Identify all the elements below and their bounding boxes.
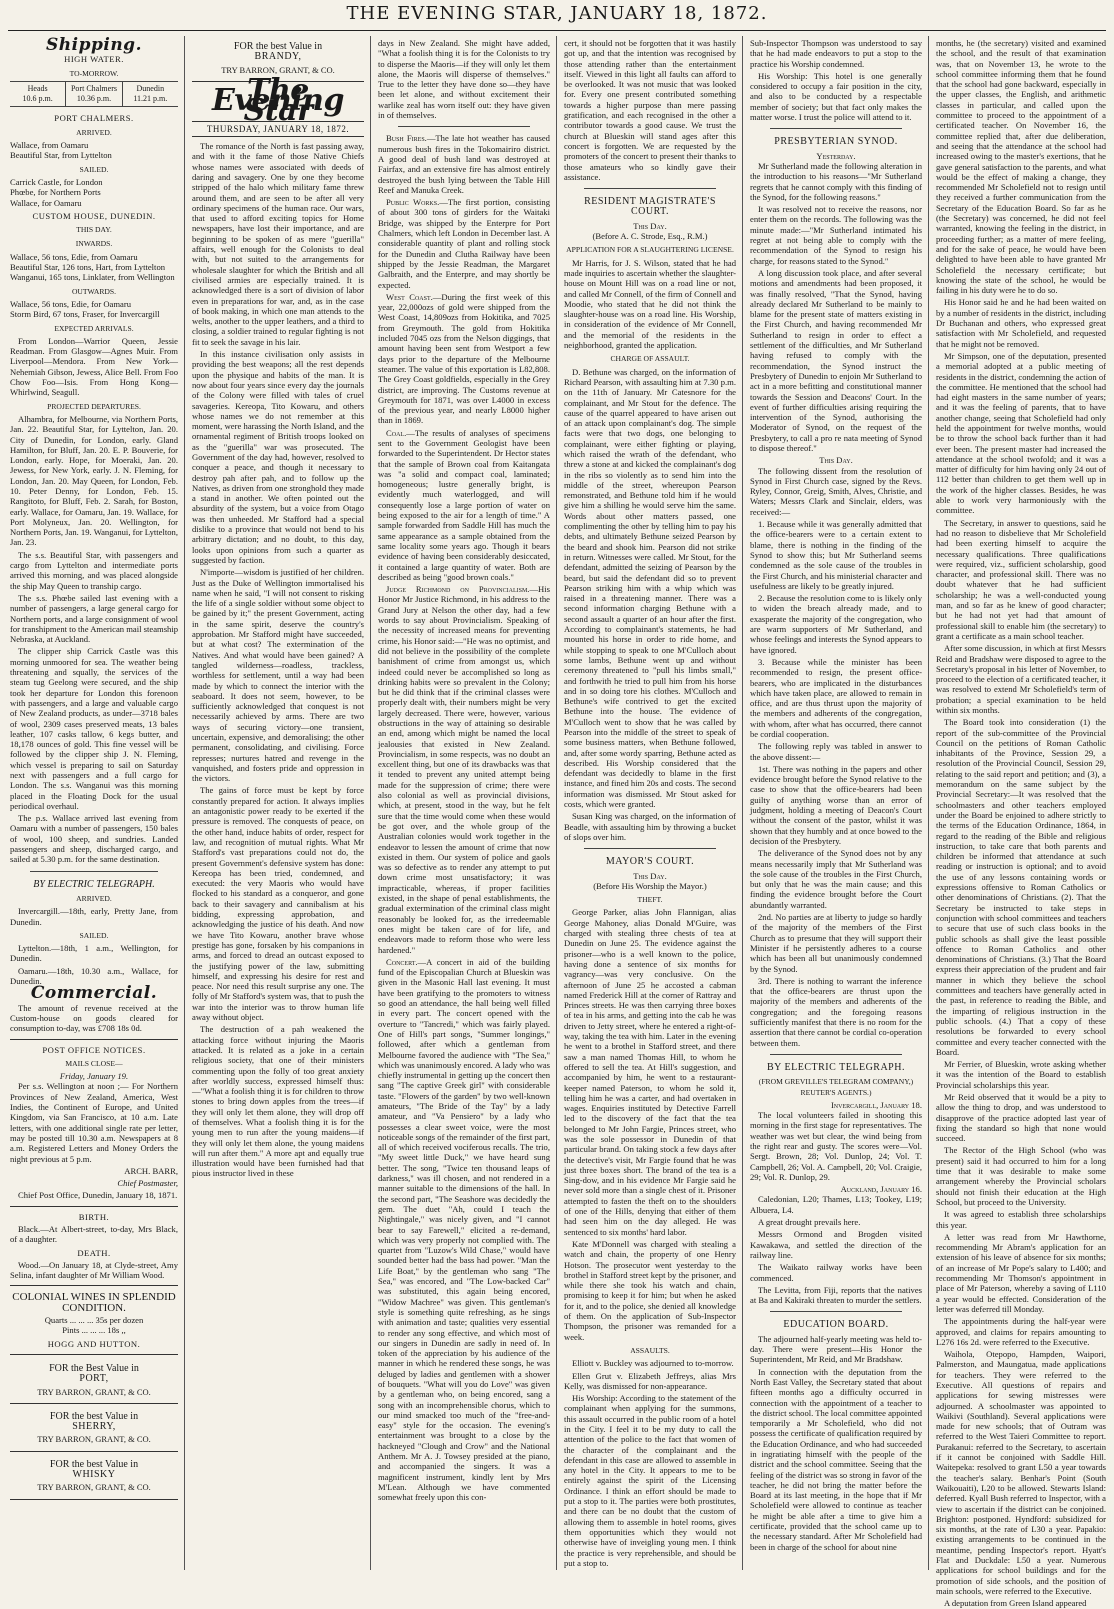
- tide-port-chalmers: Port Chalmers 10.36 p.m.: [66, 82, 122, 107]
- column-divider: [928, 36, 929, 1570]
- sailed-heading: SAILED.: [79, 164, 109, 174]
- tide-table: [10, 81, 178, 108]
- education-paragraph: Mr Reid observed that it would be a pity to allow the thing to drop, and was understood to disapprove of the practice adopted last year of fixing the standard so high that none would succeed.: [936, 1091, 1106, 1144]
- sherry-ad: FOR the best Value in SHERRY, TRY BARRON, GRANT, & CO.: [10, 1408, 178, 1452]
- column-1: [10, 35, 179, 1566]
- column-divider: [556, 36, 557, 1570]
- postmaster-name: ARCH. BARR,: [124, 1165, 178, 1176]
- tel-place: Invercargill, January 18.: [830, 1099, 922, 1110]
- newspaper-banner: The Evening Star: [212, 72, 344, 129]
- tel-arrived-heading: ARRIVED.: [76, 893, 112, 903]
- brandy-ad: FOR the best Value in BRANDY, TRY BARRON, GRANT, & CO.: [192, 38, 364, 82]
- education-paragraph: The Rector of the High School (who was present) said it had occurred to him for a long time that it was desirable to make some arrangement whereby the Provincial scholars should not finish their education at the High School, but proceed to the University.: [936, 1145, 1106, 1207]
- column-divider: [184, 36, 185, 1570]
- hogg-hutton: HOGG AND HUTTON.: [47, 1338, 141, 1349]
- education-paragraph: It was agreed to establish three scholarships this year.: [936, 1209, 1106, 1230]
- leader-continued: days in New Zealand. She might have added, "What a foolish thing it is for the Colonists to try to disperse the Maoris—if they will only let them alone, the Maoris will disperse of themselves." True to the letter they have done so—they have been let alone, and without excitement their warlike zeal has worn itself out: they have given in of themselves.: [378, 38, 550, 121]
- column-2: [192, 38, 364, 1566]
- education-paragraph: Mr Ferrier, of Blueskin, wrote asking whether it was the intention of the Board to establish Provincial scholarships this year.: [936, 1059, 1106, 1090]
- commercial-heading: Commercial.: [30, 983, 158, 1004]
- shipping-paragraph: The s.s. Phœbe sailed last evening with a number of passengers, a large general cargo for Northern ports, and a large consignment of wool for transhipment to the American mail steamship Nebraska, at Auckland.: [10, 592, 179, 645]
- divider: [10, 1285, 178, 1286]
- high-water-heading: HIGH WATER.: [64, 54, 124, 65]
- column-5: [750, 38, 922, 1566]
- commercial-text: The amount of revenue received at the Custom-house on goods cleared for consumption to-day, was £708 18s 0d.: [10, 1002, 178, 1034]
- this-day-label: THIS DAY.: [76, 225, 112, 235]
- post-office-heading: POST OFFICE NOTICES.: [42, 1044, 146, 1055]
- port-chalmers-heading: PORT CHALMERS.: [54, 113, 134, 124]
- tomorrow-label: TO-MORROW.: [69, 68, 119, 78]
- tel-sailed-heading: SAILED.: [79, 930, 109, 940]
- birth-text: Black.—At Albert-street, to-day, Mrs Black, of a daughter.: [10, 1223, 178, 1245]
- telegraph-heading-2: BY ELECTRIC TELEGRAPH.: [767, 1061, 905, 1073]
- telegraph-item: The Levitta, from Fiji, reports that the natives at Ba and Kakiraki threaten to murder the settlers.: [750, 1284, 922, 1306]
- education-board-heading: EDUCATION BOARD.: [783, 1319, 889, 1331]
- leader-paragraph: In this instance civilisation only assists in providing the best weapons; all the rest depends upon the physique and habits of the man. It is now about four years since every day the journals of the Colony were filled with tales of cruel savageries. Kereopa, Tito Kowaru, and others whose names we do not remember at this moment, were harassing the North Island, and the ornamental regiment of British troops looked on as the "guerilla" war was prosecuted. The Government of the day had, however, resolved to conquer a peace, and though it necessary to destroy pah after pah, and to follow up the Natives, as driven from one stronghold they made a stand in another. We often pointed out the absurdity of the system, but a voice from Otago was then unheeded. Mr Stafford had a special dislike to a province that would not bend to his arbitrary dictation; and no doubt, to this day, looks upon opinions from such a quarter as suggested by faction.: [192, 349, 364, 565]
- divider: [10, 1354, 178, 1355]
- divider: [398, 126, 530, 127]
- divider: [770, 1311, 902, 1312]
- synod-paragraph: 1. Because while it was generally admitted that the office-bearers were to a certain extent to blame, there is nothing in the finding of the Synod to show this; but Mr Sutherland seems condemned as the sole cause of the troubles in the First Church, and his ministerial character and usefulness are likely to be greatly injured.: [750, 519, 922, 591]
- wine-pints-price: Pints ... ... ... 18s ,,: [62, 1325, 126, 1336]
- education-paragraph: The Board took into consideration (1) the report of the sub-committee of the Provincial Council on the petitions of Roman Catholic inhabitants of the Province, Session 29, a resolution of the Provincial Council, Session 29, relating to the said report and petition; and (3), a memorandum on the same subject by the Provincial Secretary:—It was resolved that the schoolmasters and other teachers employed under the Board be enjoined to adhere strictly to the terms of the Education Ordinance, 1864, in regard to the reading of the Bible and religious instruction, to take care that both parents and children be informed that attendance at such reading or instruction is optional; and to avoid the use of any lessons containing words or expressions offensive to Roman Catholics or other denominations of Christians. (2). That the Secretary be instructed to take steps in conjunction with school committees and teachers to secure that use of such class books in the public schools as shall give the least possible offence to Roman Catholics and other denominations of Christians. (3.) That the Board express their appreciation of the prudent and fair manner in which they believe the school committees and teachers have generally acted in the past, in reference to reading the Bible, and the imparting of religious instruction in the public schools. (4.) That a copy of these resolutions be forwarded to every school committee and every teacher connected with the Board.: [936, 717, 1106, 1057]
- telegraph-item: Messrs Ormond and Brogden visited Kawakawa, and settled the direction of the railway line.: [750, 1229, 922, 1260]
- divider: [30, 871, 158, 872]
- wine-quarts-price: Quarts ... ... ... 35s per dozen: [44, 1315, 144, 1326]
- license-heading: APPLICATION FOR A SLAUGHTERING LICENSE.: [566, 245, 734, 255]
- education-paragraph: In connection with the deputation from the North East Valley, the Secretary stated that about fifteen months ago a difficulty occurred in connection with the appointment of a teacher to the district school. The local committee appointed temporarily a Mr Scholefield, who did not possess the certificate of qualification required by the Education Ordinance, and who had succeeded in ingratiating himself with the people of the district and the school committee. Seeing that the feeling of the district was so strong in favor of the teacher, he did not bring the matter before the Board at its last meeting, in the hope that if Mr Scholefield were allowed to continue as teacher he might be able after a time to give him a certificate, provided that the school came up to the necessary standard. After Mr Scholefield had been in charge of the school for about nine: [750, 1366, 922, 1552]
- education-continued: months, he (the secretary) visited and examined the school, and the result of that examination was, that on November 13, he wrote to the school committee informing them that he found that the school had gone backward, especially in the upper classes, the English, and arithmetic classes in particular, and called upon the committee to proceed to the appointment of a certificated teacher. On November 16, the committee replied that, after due deliberation, and seeing that the attendance at the school had increased owing to the master's exertions, that he gave general satisfaction to the parents, and what would be the effect of making a change, they recommended Mr Scholefield not to resign until they received a further communication from the Secretary of the Education Board. So far as he (the Secretary) was concerned, he did not feel warranted, knowing the feeling in the district, in proceeding further; as a matter of mere feeling, and for the sake of peace, he would have been delighted to have been able to have granted Mr Scholefield the necessary certificate; but knowing the state of the school, he would be failing in his duty were he to do so.: [936, 38, 1106, 296]
- news-item-public-works: Public Works.—The first portion, consisting of about 300 tons of girders for the Waitaki Bridge, was shipped by the Enterpre for Port Chalmers, which left London in December last. A considerable quantity of plant and rolling stock for the Dunedin and Clutha Railway have been shipped by the Jessie Readman, the Margaret Galbraith, and the Enterpre, and may shortly be expected.: [378, 197, 550, 290]
- synod-paragraph: The following reply was tabled in answer to the above dissent:—: [750, 741, 922, 762]
- synod-heading: PRESBYTERIAN SYNOD.: [774, 136, 898, 148]
- theft-text: George Parker, alias John Flannigan, alias George Mahoney, alias Donald M'Guire, was charged with stealing three chests of tea at Dunedin on June 25. The evidence against the prisoner—who is a well known to the police, having done a sentence of six months for vagrancy—was very conclusive. On the afternoon of June 25 he accosted a cabman named Frederick Hill at the corner of Rattray and Princes streets. He was then carrying three boxes of tea in his arms, and getting into the cab he was driven to Jetty street, where he entered a right-of-way, taking the tea with him. Later in the evening he went to a brothel in Stafford street, and there saw a man named Thomas Hill, to whom he offered to sell the tea. At Hill's suggestion, and accompanied by him, he went to a restaurant-keeper named Paterson, to whom he sold it, telling him he was a carter, and had overtaken in wages. Enquiries instituted by Detective Farrell led to the discovery of the fact that the tea belonged to Mr John Fargie, Princes street, who was the sole possessor in Dunedin of that particular brand. On taking stock a few days after the detective's visit, Mr Fargie found that he was just three boxes short. The brand of the tea is a Sing-dow, and in his evidence Mr Fargie said he never sold more than a single chest of it. Prisoner attempted to fasten the theft on to the shoulders of one of the Hills, denying that either of them had seen him on the day alleged. He was sentenced to six months' hard labor.: [564, 907, 736, 1237]
- news-item-bush-fires: Bush Fires.—The late hot weather has caused numerous bush fires in the Tokomairiro district. A good deal of bush land was destroyed at Fairfax, and an extensive fire has almost entirely destroyed the bush lying between the Table Hill Reef and Manuka Creek.: [378, 133, 550, 195]
- port-ad: FOR the Best Value in PORT, TRY BARRON, GRANT, & CO.: [10, 1360, 178, 1404]
- license-text: Mr Harris, for J. S. Wilson, stated that he had made inquiries to ascertain whether the slaughter-house on Mount Hill was on a road line or not, and called Mr Connell, of the firm of Connell and Moodie, who stated that he did not think the slaughter-house was on a road line. His Worship, in consideration of the evidence of Mr Connell, and the memorial of the residents in the neighborhood, granted the application.: [564, 257, 736, 351]
- postmaster-title: Chief Postmaster,: [117, 1178, 178, 1189]
- tel-place: Auckland, January 16.: [840, 1184, 922, 1195]
- shipping-heading: Shipping.: [46, 35, 142, 55]
- tel-arrived-text: Invercargill.—18th, early, Pretty Jane, from Dunedin.: [10, 906, 178, 927]
- divider: [584, 848, 716, 849]
- mails-close-label: MAILS CLOSE—: [65, 1058, 123, 1068]
- synod-paragraph: Mr Sutherland made the following alteration in the introduction to his reasons—"Mr Sutherland regrets that he cannot comply with this finding of the Synod, for the following reasons.": [750, 160, 922, 202]
- synod-paragraph: 2. Because the resolution come to is likely only to widen the breach already made, and to exasperate the majority of the congregation, who are warm supporters of Mr Sutherland, and whose feelings and interests the Synod appears to have ignored.: [750, 593, 922, 655]
- theft-heading: THEFT.: [637, 895, 663, 905]
- education-paragraph: The appointments during the half-year were approved, and claims for repairs amounting to L276 16s 2d. were referred to the Executive.: [936, 1316, 1106, 1347]
- column-4: [564, 38, 736, 1566]
- shipping-paragraph: The s.s. Beautiful Star, with passengers and cargo from Lyttelton and intermediate ports arrived this morning, and was placed alongside the ship May Queen to tranship cargo.: [10, 549, 178, 591]
- education-paragraph: After some discussion, in which at first Messrs Reid and Bradshaw were disposed to agree to the Secretary's proposal in his letter of November, to proceed to the election of a certificated teacher, it was resolved to extend Mr Scholefield's term of probation; a special examination to be held within six months.: [936, 643, 1106, 715]
- wine-ad-title: COLONIAL WINES IN SPLENDID CONDITION.: [12, 1291, 176, 1314]
- tide-dunedin: Dunedin 11.21 p.m.: [133, 83, 168, 104]
- leader-paragraph: The gains of force must be kept by force constantly prepared for action. It always implies an antagonistic power ready to be exerted if the pressure is removed. The conquests of peace, on the other hand, induce habits of order, respect for law, and recognition of mutual rights. What Mr Stafford's vast preparations could not do, the present Government's defensive system has done: Kereopa has been tried, condemned, and executed: the very Maoris who would have flocked to his standard as a conqueror, and gone back to their savagery and cannibalism at his bidding, expressing approbation, and acknowledging the justice of his death. And now we have Tito Kowaru, another brave whose prestige has gone, forsaken by his companions in arms, and forced to dread an outcast exposed to the justifying power of the law, submitting himself, and expressing his desire for rest and peace. Nor need this result surprise any one. The folly of Mr Stafford's system was, that to push the war into the interior was to throw human life away without object.: [192, 785, 364, 1023]
- synod-paragraph: The deliverance of the Synod does not by any means necessarily imply that Mr Sutherland was the sole cause of the troubles in the First Church, but only that he was the main cause; and this finding the evidence brought before the Court abundantly warranted.: [750, 848, 922, 910]
- telegraph-item: The local volunteers failed in shooting this morning in the first stage for representatives. The weather was wet but clear, the wind being from the right rear and gusty. The scores were—Vol. Sergt. Brown, 28; Vol. Dunlop, 24; Vol. T. Campbell, 26; Vol. A. Campbell, 20; Vol. Craigie, 29; Vol. R. Dunlop, 29.: [750, 1110, 922, 1182]
- custom-house-heading: CUSTOM HOUSE, DUNEDIN.: [32, 210, 156, 221]
- education-paragraph: A deputation from Green Island appeared: [944, 1598, 1087, 1609]
- divider: [770, 1054, 902, 1055]
- shipping-paragraph: The clipper ship Carrick Castle was this morning unmoored for sea. The weather being threatening and squally, the services of the steam tug Geelong were secured, and the ship took her departure for London this forenoon with passengers, and a large and valuable cargo of New Zealand products, as under—3718 bales of wool, 2309 cases preserved meats, 13 bales leather, 107 casks tallow, 6 kegs butter, and 18,178 ounces of gold. This fine vessel will be followed by the clipper ship J. N. Fleming, which vessel is preparing to sail on Saturday next with passengers and a full cargo for London. The s.s. Wanganui was this morning placed in the Floating Dock for the usual periodical overhaul.: [10, 646, 178, 811]
- death-text: Wood.—On January 18, at Clyde-street, Amy Selina, infant daughter of Mr William Wood.: [10, 1259, 178, 1281]
- divider: [584, 188, 716, 189]
- rm-day: This Day.: [633, 220, 667, 231]
- synod-paragraph: It was resolved not to receive the reasons, nor enter them on the records. The following was the minute made:—"Mr Sutherland intimated his regret at not being able to comply with the recommendation of the Synod to resign his charge, for reasons stated to the Synod.": [750, 204, 922, 266]
- telegraph-item: A great drought prevails here.: [758, 1217, 861, 1228]
- news-item-coal: Coal.—The results of analyses of specimens sent to the Government Geologist have been forwarded to the Superintendent. Dr Hector states that the sample of Brown coal from Kaitangata was "a solid and compact coal, laminated; homogeneous; lustre generally bright, is evidently much waterlogged, and will consequently lose a large portion of water on being exposed to the air for a length of time." A sample forwarded from Saddle Hill has much the same appearance as a sample obtained from the same locality some years ago. Though it bears evidence of having been considerably desiccated, it contained a large quantity of water. Both are described as being "good brown coals.": [378, 427, 550, 582]
- divider: [770, 128, 902, 129]
- assaults-text: Ellen Grut v. Elizabeth Jeffreys, alias Mrs Kelly, was dismissed for non-appearance.: [564, 1370, 736, 1391]
- mayors-court-heading: MAYOR'S COURT.: [605, 856, 695, 868]
- expected-arrivals-heading: EXPECTED ARRIVALS.: [54, 323, 134, 333]
- death-heading: DEATH.: [77, 1247, 111, 1258]
- column-3: [378, 38, 550, 1566]
- masthead-rule: [8, 30, 1106, 31]
- divider: [10, 1039, 178, 1040]
- whisky-ad: FOR the best Value in WHISKY TRY BARRON, GRANT, & CO.: [10, 1456, 178, 1500]
- tel-sailed-text: Lyttelton.—18th, 1 a.m., Wellington, for Dunedin.: [10, 943, 178, 964]
- education-paragraph: The Secretary, in answer to questions, said he had no reason to disbelieve that Mr Scholefield had been exerting himself to acquire the necessary qualifications. Three qualifications were required, viz., sufficient scholarship, good character, and professional skill. There was no doubt whatever that he had sufficient scholarship; he was a well-conducted young man, and so far as he knew of good character; but he had not yet had that amount of professional skill to enable him (the secretary) to grant a certificate as a main school teacher.: [936, 517, 1106, 641]
- arrived-heading: ARRIVED.: [76, 127, 112, 137]
- telegraph-heading: BY ELECTRIC TELEGRAPH.: [33, 878, 155, 890]
- assault-text-2: Susan King was charged, on the information of Beadle, with assaulting him by throwing a bucket of slops over him.: [564, 811, 736, 842]
- leader-paragraph: The romance of the North is fast passing away, and with it the fame of those Native Chiefs whose names were associated with deeds of daring and savagery. One by one they become stripped of the halo which military fame threw around them, and are seen to be after all very ordinary specimens of the human race. Our wars, that used to afford exciting topics for Home newspapers, have lost their importance, and are beginning to be spoken of as mere "guerilla" affairs, well enough for the Colonists to deal with, but not suited to the arrangements for wholesale slaughter for which the British and all civilised armies are especially trained. It is acknowledged there is a sort of division of labor even in preparations for war, and, as in the case of book making, in which one man attends to the welts, another to the upper leathers, and a third to closing, a soldier trained to regular fighting is not fit to seek the savage in his lair.: [192, 141, 364, 347]
- arrived-list: Wallace, from Oamaru Beautiful Star, from Lyttelton: [10, 140, 112, 161]
- tel-sailed-text: Oamaru.—18th, 10.30 a.m., Wallace, for Dunedin.: [10, 965, 178, 987]
- inwards-heading: INWARDS.: [75, 239, 113, 249]
- column-divider: [370, 36, 371, 1570]
- resident-magistrate-heading: RESIDENT MAGISTRATE'S COURT.: [584, 196, 716, 218]
- tide-heads: Heads 10.6 p.m.: [10, 82, 66, 107]
- assaults-heading: ASSAULTS.: [630, 1345, 670, 1355]
- synod-paragraph: 3rd. There is nothing to warrant the inference that the office-bearers are thrust upon the majority of the members and adherents of the congregation; and the foregoing reasons sufficiently manifest that there is no room for the assertion that there cannot be cordial co-operation between them.: [750, 975, 922, 1048]
- court-continued: His Worship: This hotel is one generally considered to occupy a fair position in the city, and also to be conducted by a respectable member of society; but that fact only makes the matter worse. I trust the police will attend to it.: [750, 70, 922, 123]
- mails-text: Per s.s. Wellington at noon ;— For Northern Provinces of New Zealand, America, West Indies, the Continent of Europe, and United Kingdom, via San Francisco, at 10 a.m. Late letters, with one additional single rate per letter, may be posted till 10.30 a.m. Newspapers at 8 a.m. Registered Letters and Money Orders the night previous at 5 p.m.: [10, 1081, 178, 1164]
- divider: [10, 1206, 178, 1207]
- projected-departures-list: Alhambra, for Melbourne, via Northern Ports, Jan. 22. Beautiful Star, for Lyttelton, Jan. 20. City of Dunedin, for London, early. Gland Hamilton, for Bluff, Jan. 20. E. P. Bouverie, for London, early. Hope, for Moeraki, Jan. 20. Jewess, for New York, early. J. N. Fleming, for London, Jan. 20. May Queen, for London, Feb. 10. Peter Denny, for London, Feb. 15. Rangitoto, for Bluff, Feb. 2. Sarah, for Boston, early. Wallace, for Oamaru, Jan. 19. Wallace, for Port Molyneux, Jan. 20. Wellington, for Northern Ports, Jan. 19. Wanganui, for Lyttelton, Jan. 23.: [10, 413, 178, 548]
- column-divider: [742, 36, 743, 1570]
- synod-paragraph: 2nd. No parties are at liberty to judge so hardly of the majority of the members of the First Church as to presume that they will support their Minister if he persistently adheres to a course which has been all but unanimously condemned by the Synod.: [750, 912, 922, 974]
- mayor-day: This Day.: [633, 870, 667, 881]
- outwards-heading: OUTWARDS.: [71, 286, 117, 296]
- telegraph-source: (FROM GREVILLE'S TELEGRAM COMPANY,) REUTER'S AGENTS.): [758, 1077, 914, 1097]
- dateline: THURSDAY, JANUARY 18, 1872.: [192, 121, 364, 137]
- synod-paragraph: A long discussion took place, and after several motions and amendments had been proposed, it was finally resolved, "That the Synod, having already declared Mr Sutherland to be mainly to blame for the present state of matters existing in the First Church, and having recommended Mr Sutherland to resign in order to effect a settlement of the difficulties, and Mr Sutherland having refused to comply with the recommendation, the Synod instruct the Presbytery of Dunedin to enjoin Mr Sutherland to act in a more befitting and constitutional manner towards the Session and Deacons' Court. In the event of further difficulties arising requiring the intervention of the Synod, authorising the Moderator of Synod, on the request of the Presbytery, to call a pro re nata meeting of Synod to dispose thereof.": [750, 267, 922, 453]
- assault-text: D. Bethune was charged, on the information of Richard Pearson, with assaulting him at 7.30 p.m. on the 11th of January. Mr Catesnore for the complainant, and Mr Stout for the defence. The cause of the quarrel appeared to have arisen out of an attack upon complainant's dog. The simple facts were that two dogs, one belonging to complainant, were either fighting or playing, which raised the wrath of the defendant, who threw a stone at and kicked the complainant's dog in the ribs so violently as to send him into the middle of the street, whereupon Pearson remonstrated, and Bethune told him if he would give him a shilling he would serve him the same. Words about other matters passed, one complimenting the other by telling him to pay his debts, and ultimately Bethune seized Pearson by the beard and shook him. Pearson did not strike in return. Witnesses were called. Mr Stout, for the defendant, admitted the seizing of Pearson by the beard, but said the defendant did so to prevent Pearson striking him with a whip which was raised in a threatening manner. There was a second information charging Bethune with a second assault a quarter of an hour after the first. According to complainant's statements, he had mounted his horse in order to ride home, and while stopping to speak to one M'Culloch about some lambs, Bethune went up and without ceremony threatened to "pull his limbs small," and forthwith he tried to pull him from his horse and in so doing tore his clothes. M'Culloch and Bethune's wife contrived to get the excited Bethune into the house. The evidence of M'Culloch went to show that he was called by Pearson into the middle of the street to speak of some business matters, when Bethune followed, and, after some wordy sparring, Bethune acted as described. His Worship considered that the defendant was decidedly to blame in the first instance, and fined him 20s and costs. The second information was dismissed. Mr Stout asked for costs, which were granted.: [564, 366, 736, 810]
- synod-paragraph: 3. Because while the minister has been recommended to resign, the present office-bearers, who are implicated in the disturbances which have taken place, are allowed to remain in office, and are thus thrust upon the majority of the members and adherents of the congregation, with whom, after what has occurred, there cannot be cordial cooperation.: [750, 656, 922, 739]
- telegraph-item: The Waikato railway works have been commenced.: [750, 1262, 922, 1283]
- assault-heading: CHARGE OF ASSAULT.: [610, 354, 690, 364]
- mayor-before: (Before His Worship the Mayor.): [593, 880, 707, 891]
- projected-departures-heading: PROJECTED DEPARTURES.: [47, 401, 141, 411]
- column-6: [936, 38, 1106, 1609]
- education-paragraph: Mr Simpson, one of the deputation, presented a memorial adopted at a public meeting of residents in the district, condemning the action of the committee. He mentioned that the school had had eight masters in the same number of years; and it was the feeling of parents, that to have another change, seeing that Scholefield had only held the appointment for twelve months, would be to throw the school back further than it had ever been. The present master had increased the attendance at the school twofold; and it was a matter of difficulty for him having only 24 out of 112 better than children to get them well up in the work of the higher classes. Besides, he was able to work very harmoniously with the committee.: [936, 350, 1106, 516]
- education-paragraph: The adjourned half-yearly meeting was held to-day. There were present—His Honor the Superintendent, Mr Reid, and Mr Bradshaw.: [750, 1333, 922, 1365]
- synod-paragraph: The following dissent from the resolution of Synod in First Church case, signed by the Revs. Ryley, Connor, Greig, Smith, Alves, Christie, and Waters; Messrs Clark and Sinclair, elders, was received:—: [750, 465, 922, 517]
- post-office-date: Chief Post Office, Dunedin, January 18, 1871.: [18, 1190, 178, 1201]
- masthead-title: THE EVENING STAR, JANUARY 18, 1872.: [346, 3, 768, 24]
- leader-paragraph: N'importe—wisdom is justified of her children. Just as the Duke of Wellington immortalised his name when he said, "I will not consent to risking the life of a single soldier without some object to be gained by it;" the present Government, acting in the same spirit, deserve the country's approbation. Mr Stafford might have succeeded, but at what cost? The extermination of the Natives. And what would have been gained? A tangled wilderness—roadless, trackless, worthless for settlement, until a way had been made by which to connect the interior with the seaboard. It does not seem, however, to be sufficiently acknowledged that conquest is not necessarily achieved by arms. There are two ways of securing victory—one transient, uncertain, expensive, and demoralising; the other permanent, consolidating, and civilising. Force represses; nurtures hatred and revenge in the vanquished, and fosters pride and oppression in the victors.: [192, 567, 364, 784]
- shipping-paragraph: The p.s. Wallace arrived last evening from Oamaru with a number of passengers, 150 bales of wool, 100 sheep, and sundries. Landed passengers and sheep, discharged cargo, and sailed at 5.30 p.m. for the same destination.: [10, 813, 178, 865]
- worship-text: His Worship: According to the statement of the complainant when applying for the summons, this assault occurred in the public room of a hotel in the City. I feel it to be my duty to call the attention of the police to the fact that women of the character of the complainant and the defendant in this case are allowed to assemble in any hotel in the City. It appears to me to be entirely against the spirit of the Licensing Ordinance. I think an effort should be made to put a stop to it. The parties were both prostitutes, and there can be no doubt that the custom of allowing them to assemble in hotel rooms, gives them opportunities which they would not otherwise have of inveigling young men. I think the practice is very reprehensible, and should be put a stop to.: [564, 1393, 736, 1568]
- masthead: [0, 0, 1114, 28]
- education-paragraph: A letter was read from Mr Hawthorne, recommending Mr Abram's application for an extension of his leave of absence for six months; of an increase of Mr Pope's salary to L400; and recommending Mr Thomson's appointment in place of Mr Paterson, whereby a saving of L110 a year would be effected. Consideration of the letter was deferred till Monday.: [936, 1231, 1106, 1314]
- synod-yesterday: Yesterday.: [816, 150, 856, 161]
- birth-heading: BIRTH.: [78, 1211, 110, 1222]
- sailed-list: Carrick Castle, for London Phœbe, for Northern Ports Wallace, for Oamaru: [10, 176, 103, 208]
- synod-paragraph: 1st. There was nothing in the papers and other evidence brought before the Synod relative to the case to show that the office-bearers had been guilty of anything worse than an error of judgment, holding a meeting of Deacon's Court without the consent of the pastor, whilst it was shown that they humbly and at once bowed to the decision of the Presbytery.: [750, 763, 922, 846]
- assaults-text: Elliott v. Buckley was adjourned to to-morrow.: [572, 1358, 734, 1369]
- rm-before: (Before A. C. Strode, Esq., R.M.): [592, 231, 708, 242]
- kate-text: Kate M'Donnell was charged with stealing a watch and chain, the property of one Henry Hotson. The prosecutor went yesterday to the brothel in Stafford street kept by the prisoner, and while there she took his watch and chain, promising to keep it for him; but when he asked for it, and to the police, she denied all knowledge of them. On the application of Sub-Inspector Thompson, the prisoner was remanded for a week.: [564, 1238, 736, 1342]
- inwards-list: Wallace, 56 tons, Edie, from Oamaru Beautiful Star, 126 tons, Hart, from Lyttelton Wanganui, 165 tons, Linklater, from Wellington: [10, 251, 175, 283]
- telegraph-item: Caledonian, L20; Thames, L13; Tookey, L19; Albuera, L4.: [750, 1194, 922, 1215]
- education-paragraph: Waihola, Otepopo, Hampden, Waipori, Palmerston, and Maungatua, made applications for teachers. They were referred to the Executive. All questions of repairs and applications for sewing mistresses were adjourned. A schoolmaster was appointed to Waikivi (Southland). Several applications were made for new schools; that of Outram was referred to the West Taieri Committee to report. Purakanui: referred to the Secretary, to ascertain if it cannot be conjoined with Saddle Hill. Waitepeka: resolved to grant L50 a year towards the teacher's salary. Benhar's Point (South Waikouaiti), L20 to be allowed. Stewarts Island: deferred. Kyall Bush referred to Inspector, with a view to ascertain if the district can be conjoined. Brighton: postponed. Hyndford: subsidized for six months, at the rate of L30 a year. Papakio: existing arrangements to be continued in the meantime, pending Inspector's report. Hyatt's Flat and Duckdale: L50 a year. Numerous applications for school buildings and for the promotion of side schools, and the position of main schools, were referred to the Executive.: [936, 1349, 1106, 1596]
- expected-arrivals-list: From London—Warrior Queen, Jessie Readman. From Glasgow—Agnes Muir. From Liverpool—Mendora. From New York—Nehemiah Gibson, Jewess, Alice Bell. From Foo Chow Foo—Isis. From Hong Kong—Whirlwind, Seagull.: [10, 335, 178, 398]
- education-paragraph: His Honor said he and he had been waited on by a number of residents in the district, including Dr Buchanan and others, who expressed great satisfaction with Mr Scholefield, and requested that he might not be removed.: [936, 297, 1106, 349]
- outwards-list: Wallace, 56 tons, Edie, for Oamaru Storm Bird, 67 tons, Fraser, for Invercargill: [10, 298, 160, 320]
- news-item-judge-richmond: Judge Richmond on Provincialism.—His Honor Mr Justice Richmond, in his address to the Grand Jury at Nelson the other day, had a few words to say about Provincialism. Speaking of the necessity of increased means for preventing crime, his Honor said:—"He was no optimist, and did not believe in the possibility of the complete banishment of crime from amongst us, which indeed could never be accomplished so long as drinking habits were so prevalent in the Colony; but he did think that if the criminal classes were properly dealt with, their numbers might be very largely decreased. There were, however, various obstructions in the way of attaining so desirable an end, among which might be named the local jealousies that existed in New Zealand. Provincialism, in some respects, was no doubt an excellent thing, but one of its drawbacks was that it tended to prevent any united attempt being made for the suppression of crime; there were also colonial as well as provincial divisions, which, at present, stood in the way, but he felt sure that the time would come when these would be got over, and the whole group of the Australian colonies would work together in the endeavor to lessen the amount of crime that now existed in them. Our system of police and gaols was so defective as to render any attempt to put down crime most unsatisfactory; it was impracticable, whereas, if proper facilities existed, in the shape of penal establishments, the gradual extermination of the criminal class might reasonably be looked for, as the irredeemable ones might be taken care of for life, and endeavors made to reform those who were less hardened.": [378, 584, 550, 955]
- news-item-concert: Concert.—A concert in aid of the building fund of the Episcopalian Church at Blueskin was given in the Masonic Hall last evening. It must have been gratifying to the promoters to witness so good an attendance, the hall being well filled in every part. The concert opened with the overture to "Tancredi," which was fairly played. One of Hill's part songs, "Summer longings," followed, after which a gentleman from Melbourne favored the audience with "The Sea," which was unanimously encored. A lady who was chiefly instrumental in getting up the concert then sang "The captive Greek girl" with considerable taste. "Flowers of the garden" by two well-known amateurs, "The Bride of the Tay" by a lady amateur, and "Va Pensiero" by a lady who possesses a clear sweet voice, were the most noticeable songs of the remainder of the first part, all of which received vociferous recalls. The trio, "My sweet little Duck," we have heard sung better. The song, "Twice ten thousand leaps of darkness," was ill chosen, and not rendered in a manner suitable to the dimensions of the hall. In the second part, "The Seashore was decidedly the gem. The duet "Ah, could I teach the Nightingale," was nicely given, and "I cannot bear to say Farewell," elicited a re-demand, which was very properly not complied with. The quartet from "Luzow's Wild Chase," would have sounded better had the bass had power. "Man the Life Boat," by the gentleman who sang "The Sea," was encored, and "The Low-backed Car" was substituted, this again being encored, "Widow Machree" was given. This gentleman's style is something quite refreshing, as he sings with animation and taste; qualities very essential to render any song effective, and which most of our singers in Dunedin are sadly in need of. In token of the appreciation by his audience of the manner in which he rendered these songs, he was deluged by ladies and gentlemen with a shower of bouquets. "What will you do Love" was given by a gentleman who, on being encored, sang a song with an incomprehensible chorus, which to our mind smacked too much of the "free-and-easy" style for the occasion. The evening's entertainment was brought to a close by the hackneyed "Clough and Crow" and the National Anthem. Mr A. J. Towsey presided at the piano, and accompanied the singers. It was a magnificent instrument, kindly lent by Mrs M'Lean. Although we have commented somewhat freely upon this con-: [378, 956, 550, 1503]
- mails-day: Friday, January 19.: [59, 1071, 129, 1082]
- news-item-west-coast: West Coast.—During the first week of this year, 22,000ozs of gold were shipped from the West Coast, 14,809ozs from Hokitika, and 7025 from Greymouth. The gold from Hokitika included 7045 ozs from the Nelson diggings, that amount having been sent from Westport a few days prior to the departure of the Melbourne steamer. The value of this exportation is L82,808. The Grey Coast goldfields, especially in the Grey district, are improving. The Customs revenue at Greymouth for 1871, was over L4000 in excess of the previous year, and nearly L8000 higher than in 1869.: [378, 291, 550, 426]
- court-continued: Sub-Inspector Thompson was understood to say that he had made endeavors to put a stop to the practice his Worship condemned.: [750, 38, 922, 69]
- synod-this-day: This Day.: [819, 455, 853, 466]
- concert-continued: cert, it should not be forgotten that it was hastily got up, and that the intention was recognised by those attending rather than the entertainment itself. Viewed in this light all faults can afford to be overlooked. It was not music that was looked for. Every one present contributed something towards a higher purpose than mere passing gratification, and each recognised in the other a contributor towards a good cause. We trust the church at Blueskin will stand ages after this concert is forgotten. We are requested by the promoters of the concert to present their thanks to those amateurs who so kindly gave their assistance.: [564, 38, 736, 182]
- leader-paragraph: The destruction of a pah weakened the attacking force without injuring the Maoris attacked. It is related as a joke in a certain religious society, that one of their ministers commenting upon the folly of too great anxiety after worldly success, expressed himself thus:—"What a foolish thing it is for children to throw stones to bring down apples from the trees—if they will only let them alone, they will drop off of themselves. What a foolish thing it is for the young men to run after the young maidens—if they will only let them alone, the young maidens will run after them." A more apt and equally true illustration would have been furnished had that pious instructor lived in these: [192, 1024, 364, 1179]
